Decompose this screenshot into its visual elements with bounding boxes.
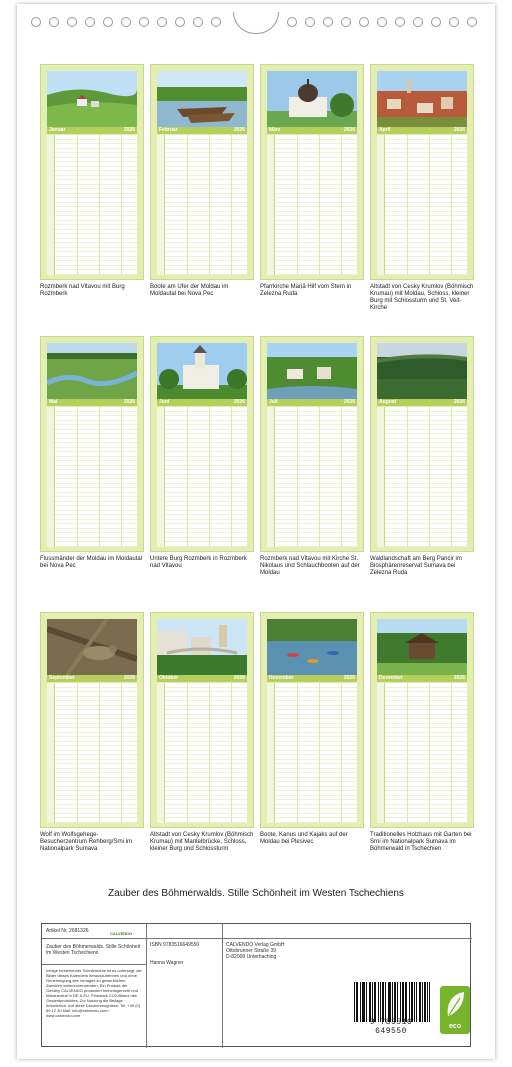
month-caption: Wolf im Wolfsgehege-Besucherzentrum Rehberg/Srni im Nationalpark Sumava [40,832,133,852]
photo-castle-bridge [157,619,247,675]
month-caption: Rozmberk nad Vltavou mit Kirche St. Nikolaus und Schlauchbooten auf der Moldau [260,556,360,576]
barcode-bar [394,982,395,1022]
month-header [267,127,357,134]
barcode-bar [366,982,367,1022]
month-card [260,612,364,828]
barcode-bar [419,982,420,1022]
column-divider [297,135,298,275]
photo-forest-landscape [377,343,467,399]
month-name: Januar [49,127,66,133]
binding-hole [377,17,387,27]
month-card [150,336,254,552]
month-name: Juli [269,399,278,405]
day-grid [267,135,357,275]
month-header [157,675,247,682]
calvendo-logo: CALVENDO [110,931,133,936]
day-number-column [157,683,165,823]
barcode-bar [374,982,375,1022]
month-year: 2026 [233,127,245,133]
barcode-bar [411,982,412,1022]
photo-river-meanders [47,343,137,399]
month-year: 2026 [453,675,465,681]
column-divider [341,407,342,547]
binding-hole [103,17,113,27]
binding-hole [413,17,423,27]
column-divider [121,407,122,547]
day-grid [47,683,137,823]
column-divider [77,407,78,547]
month-card [260,336,364,552]
day-lines [275,683,357,823]
month-year: 2026 [233,675,245,681]
month-caption: Boote am Ufer der Moldau im Moldautal bei Nova Pec [150,284,229,297]
photo-wooden-house [377,619,467,675]
barcode-bar [383,982,384,1022]
month-card [150,64,254,280]
binding-hole [431,17,441,27]
month-year: 2026 [123,127,135,133]
month-card [40,64,144,280]
barcode-bar [395,982,396,1022]
barcode-bar [400,982,401,1022]
column-divider [77,135,78,275]
day-lines [385,683,467,823]
month-year: 2026 [123,399,135,405]
month-photo [47,71,137,127]
barcode-bar [360,982,361,1022]
column-divider [451,683,452,823]
day-lines [55,407,137,547]
month-header [377,399,467,406]
month-photo [377,619,467,675]
day-grid [267,407,357,547]
barcode-bar [406,982,407,1022]
month-year: 2026 [343,675,355,681]
barcode-bar [397,982,398,1022]
barcode-bar [363,982,364,1022]
month-year: 2026 [233,399,245,405]
barcode-bar [403,982,404,1022]
day-number-column [47,683,55,823]
month-photo [47,343,137,399]
author: Hanna Wagner [150,960,184,966]
month-name: Oktober [159,675,179,681]
month-card [370,336,474,552]
photo-village-green-hills [47,71,137,127]
column-divider [297,407,298,547]
column-divider [429,135,430,275]
day-number-column [157,407,165,547]
column-divider [231,135,232,275]
eco-label [440,986,470,1034]
column-divider [407,407,408,547]
day-number-column [377,135,385,275]
column-divider [319,683,320,823]
photo-boats-on-river [157,71,247,127]
barcode-bar [424,982,425,1022]
barcode-bar [414,982,415,1022]
column-divider [99,135,100,275]
month-photo [157,71,247,127]
column-divider [231,407,232,547]
day-lines [165,135,247,275]
column-divider [209,683,210,823]
month-year: 2026 [123,675,135,681]
month-card [370,612,474,828]
month-name: August [379,399,397,405]
photo-wolf [47,619,137,675]
column-divider [99,683,100,823]
binding-hole [157,17,167,27]
month-name: März [269,127,281,133]
column-divider [187,407,188,547]
month-header [47,399,137,406]
column-divider [319,407,320,547]
barcode-bar [370,982,371,1022]
month-header [267,399,357,406]
day-grid [47,135,137,275]
barcode-bar [427,982,428,1022]
barcode-number: 9 783516 649550 [369,1018,413,1036]
day-grid [47,407,137,547]
month-caption: Altstadt von Cesky Krumlov (Böhmisch Krumau) mit Moldau, Schloss, kleiner Burg mit Schlossturm und St. Veit-Kirche [370,284,474,311]
month-card [40,612,144,828]
day-lines [385,407,467,547]
column-divider [209,135,210,275]
day-number-column [267,683,275,823]
month-caption: Boote, Kanus und Kajaks auf der Moldau bei Plesivec [260,832,348,845]
month-card [40,336,144,552]
binding-hole [305,17,315,27]
barcode-bar [372,982,373,1022]
month-name: Februar [159,127,178,133]
column-divider [187,683,188,823]
day-grid [157,407,247,547]
barcode-bar [357,982,358,1022]
barcode-bar [429,982,430,1022]
day-grid [377,407,467,547]
month-year: 2026 [343,399,355,405]
month-name: November [269,675,294,681]
month-caption: Rozmberk nad Vltavou mit Burg Rozmberk [40,284,125,297]
barcode-bar [420,982,421,1022]
day-lines [165,683,247,823]
column-divider [209,407,210,547]
binding-hole [49,17,59,27]
binding-hole [31,17,41,27]
photo-canoes-river [267,619,357,675]
day-number-column [377,407,385,547]
barcode-bar [364,982,365,1022]
binding-hole [341,17,351,27]
column-divider [341,683,342,823]
month-card [260,64,364,280]
month-caption: Flussmänder der Moldau im Moldautal bei Nova Pec [40,556,143,569]
barcode [352,980,430,1036]
month-caption: Altstadt von Cesky Krumlov (Böhmisch Krumau) mit Mantelbrücke, Schloss, kleiner Burg und Schlossturm [150,832,254,852]
column-divider [77,683,78,823]
month-name: Dezember [379,675,403,681]
calendar-title: Zauber des Böhmerwalds. Stille Schönheit im Westen Tschechiens [108,888,404,899]
binding-hole [121,17,131,27]
barcode-bar [416,982,417,1022]
day-number-column [267,407,275,547]
binding-hole [211,17,221,27]
barcode-bar [425,982,426,1022]
photo-old-town-roofs [377,71,467,127]
day-grid [157,683,247,823]
month-year: 2026 [453,399,465,405]
month-card [370,64,474,280]
month-photo [267,71,357,127]
binding-hole [139,17,149,27]
binding-hole [395,17,405,27]
isbn: ISBN 9783516649550 [150,942,200,948]
binding-hole [323,17,333,27]
binding-hole [193,17,203,27]
barcode-bar [382,982,383,1022]
column-divider [231,683,232,823]
barcode-bar [422,982,423,1022]
short-title: Zauber des Böhmerwalds. Stille Schönheit im Westen Tschechiens [46,944,141,956]
day-lines [55,135,137,275]
article-number: Artikel Nr. 2681326 [46,928,89,934]
day-number-column [47,407,55,547]
column-divider [121,683,122,823]
month-header [47,127,137,134]
barcode-bar [412,982,413,1022]
day-number-column [157,135,165,275]
day-number-column [267,135,275,275]
month-name: April [379,127,391,133]
day-lines [275,407,357,547]
leaf-icon [440,986,470,1022]
month-caption: Waldlandschaft am Berg Pancir im Biosphärenreservat Sumava bei Zelezna Ruda [370,556,462,576]
month-caption: Untere Burg Rozmberk in Rozmberk nad Vltavou [150,556,247,569]
barcode-bar [380,982,381,1022]
month-photo [377,343,467,399]
day-lines [385,135,467,275]
product-info-box [41,923,471,1047]
binding-hole [359,17,369,27]
month-header [157,127,247,134]
month-header [47,675,137,682]
publisher-line-2: Ottobrunner Straße 39 [226,948,277,954]
barcode-bar [375,982,376,1022]
barcode-bar [378,982,379,1022]
day-number-column [47,135,55,275]
barcode-bar [392,982,393,1022]
month-header [377,675,467,682]
month-photo [267,343,357,399]
barcode-bar [356,982,357,1022]
barcode-bar [385,982,386,1022]
day-lines [165,407,247,547]
barcode-bar [354,982,355,1022]
column-divider [341,135,342,275]
barcode-bar [390,982,391,1022]
binding-hole [85,17,95,27]
column-divider [429,683,430,823]
barcode-bar [389,982,390,1022]
column-divider [429,407,430,547]
photo-castle-tower [157,343,247,399]
day-number-column [377,683,385,823]
month-year: 2026 [343,127,355,133]
column-divider [187,135,188,275]
month-photo [377,71,467,127]
month-card [150,612,254,828]
month-photo [157,619,247,675]
month-name: Juni [159,399,170,405]
column-divider [319,135,320,275]
day-lines [275,135,357,275]
eco-text: eco [448,1023,462,1030]
month-header [157,399,247,406]
day-grid [267,683,357,823]
column-divider [121,135,122,275]
column-divider [407,135,408,275]
barcode-bar [409,982,410,1022]
month-name: September [49,675,75,681]
month-name: Mai [49,399,58,405]
month-year: 2026 [453,127,465,133]
month-caption: Pfarrkirche Mariä Hilf vom Stern in Zelezna Ruda [260,284,352,297]
column-divider [99,407,100,547]
day-lines [55,683,137,823]
photo-onion-dome-church [267,71,357,127]
barcode-bar [369,982,370,1022]
publisher-line-3: D-82008 Unterhaching [226,954,277,960]
month-header [267,675,357,682]
barcode-bar [362,982,363,1022]
day-grid [377,683,467,823]
month-caption: Traditionelles Holzhaus mit Garten bei Srni im Nationalpark Sumava im Böhmerwald in Tschechien [370,832,472,852]
legal-text: Infolge bestehender Schutzrechte ist es untersagt, die Bilder dieses Kalenders herauszutrennen und ohne Genehmigung des Verlages zu gewerblichen Zwecken weiterzuverwenden. Ein Produkt der Gmulfry CALVENDO produziert freiheitsgerecht und klimaneutral in DE & EU. Pinsmark CO2-Bilanz des Gesamtproduktes. Zur Nutzung die Beilage erforderlich. Auf diese Druckerzeugnisse: Tel. +49 (0) 89 12 30 Mail: info@calvendo.com / www.calvendo.com [46,968,142,1018]
binding-hole [287,17,297,27]
day-grid [157,135,247,275]
barcode-bar [388,982,389,1022]
publisher-line-1: CALVENDO Verlag GmbH [226,942,285,948]
column-divider [407,683,408,823]
photo-village-river [267,343,357,399]
column-divider [451,407,452,547]
column-divider [297,683,298,823]
binding-hole [467,17,477,27]
binding-hole [449,17,459,27]
calendar-sheet [17,4,495,1059]
binding-hole [67,17,77,27]
barcode-bar [405,982,406,1022]
column-divider [451,135,452,275]
barcode-bar [402,982,403,1022]
month-photo [47,619,137,675]
binding-hole [175,17,185,27]
month-header [377,127,467,134]
month-photo [157,343,247,399]
month-photo [267,619,357,675]
day-grid [377,135,467,275]
